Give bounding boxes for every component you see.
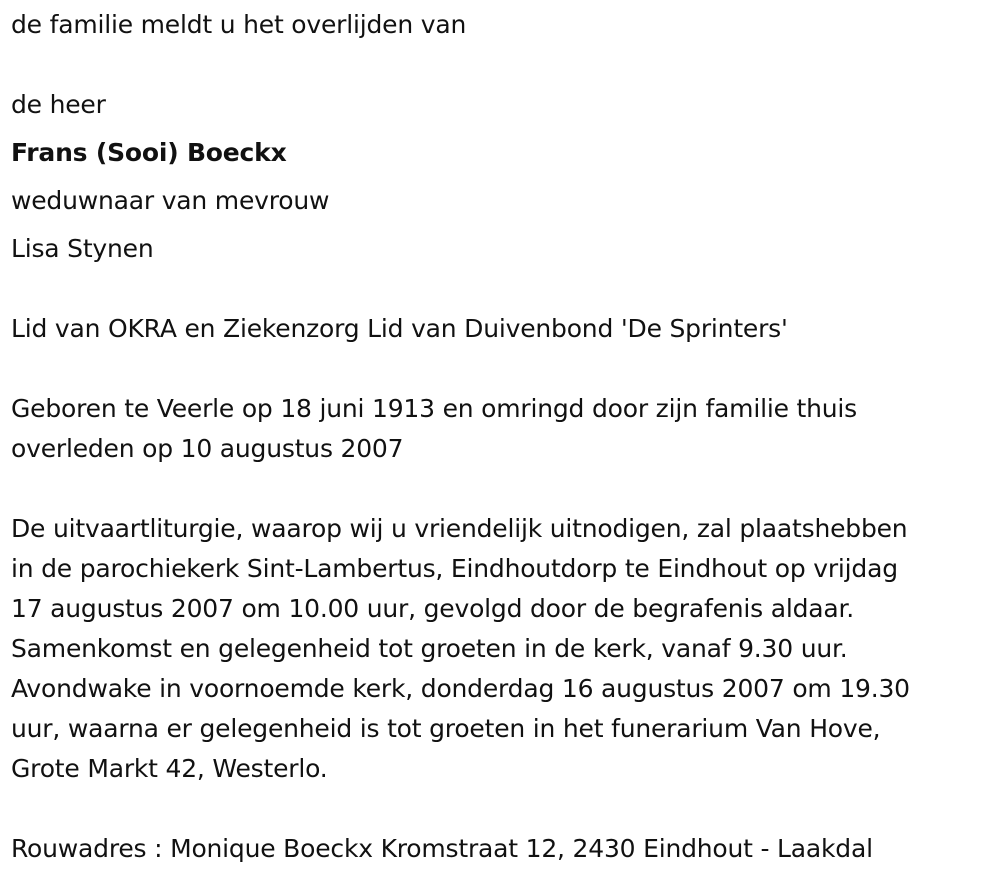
- funeral-line-5: Avondwake in voornoemde kerk, donderdag 16 augustus 2007 om 19.30: [11, 674, 910, 703]
- funeral-line-7: Grote Markt 42, Westerlo.: [11, 754, 328, 783]
- spouse-name: Lisa Stynen: [11, 234, 154, 263]
- birth-death-line-1: Geboren te Veerle op 18 juni 1913 en omringd door zijn familie thuis: [11, 394, 857, 423]
- mourning-address: Rouwadres : Monique Boeckx Kromstraat 12, 2430 Eindhout - Laakdal: [11, 834, 873, 863]
- membership-line: Lid van OKRA en Ziekenzorg Lid van Duivenbond 'De Sprinters': [11, 314, 788, 343]
- widow-line: weduwnaar van mevrouw: [11, 186, 330, 215]
- funeral-line-4: Samenkomst en gelegenheid tot groeten in de kerk, vanaf 9.30 uur.: [11, 634, 848, 663]
- funeral-line-2: in de parochiekerk Sint-Lambertus, Eindhoutdorp te Eindhout op vrijdag: [11, 554, 898, 583]
- salutation: de heer: [11, 90, 106, 119]
- funeral-line-3: 17 augustus 2007 om 10.00 uur, gevolgd door de begrafenis aldaar.: [11, 594, 855, 623]
- birth-death-line-2: overleden op 10 augustus 2007: [11, 434, 404, 463]
- funeral-line-1: De uitvaartliturgie, waarop wij u vriendelijk uitnodigen, zal plaatshebben: [11, 514, 908, 543]
- deceased-name: Frans (Sooi) Boeckx: [11, 138, 287, 167]
- funeral-line-6: uur, waarna er gelegenheid is tot groeten in het funerarium Van Hove,: [11, 714, 881, 743]
- intro-line: de familie meldt u het overlijden van: [11, 10, 467, 39]
